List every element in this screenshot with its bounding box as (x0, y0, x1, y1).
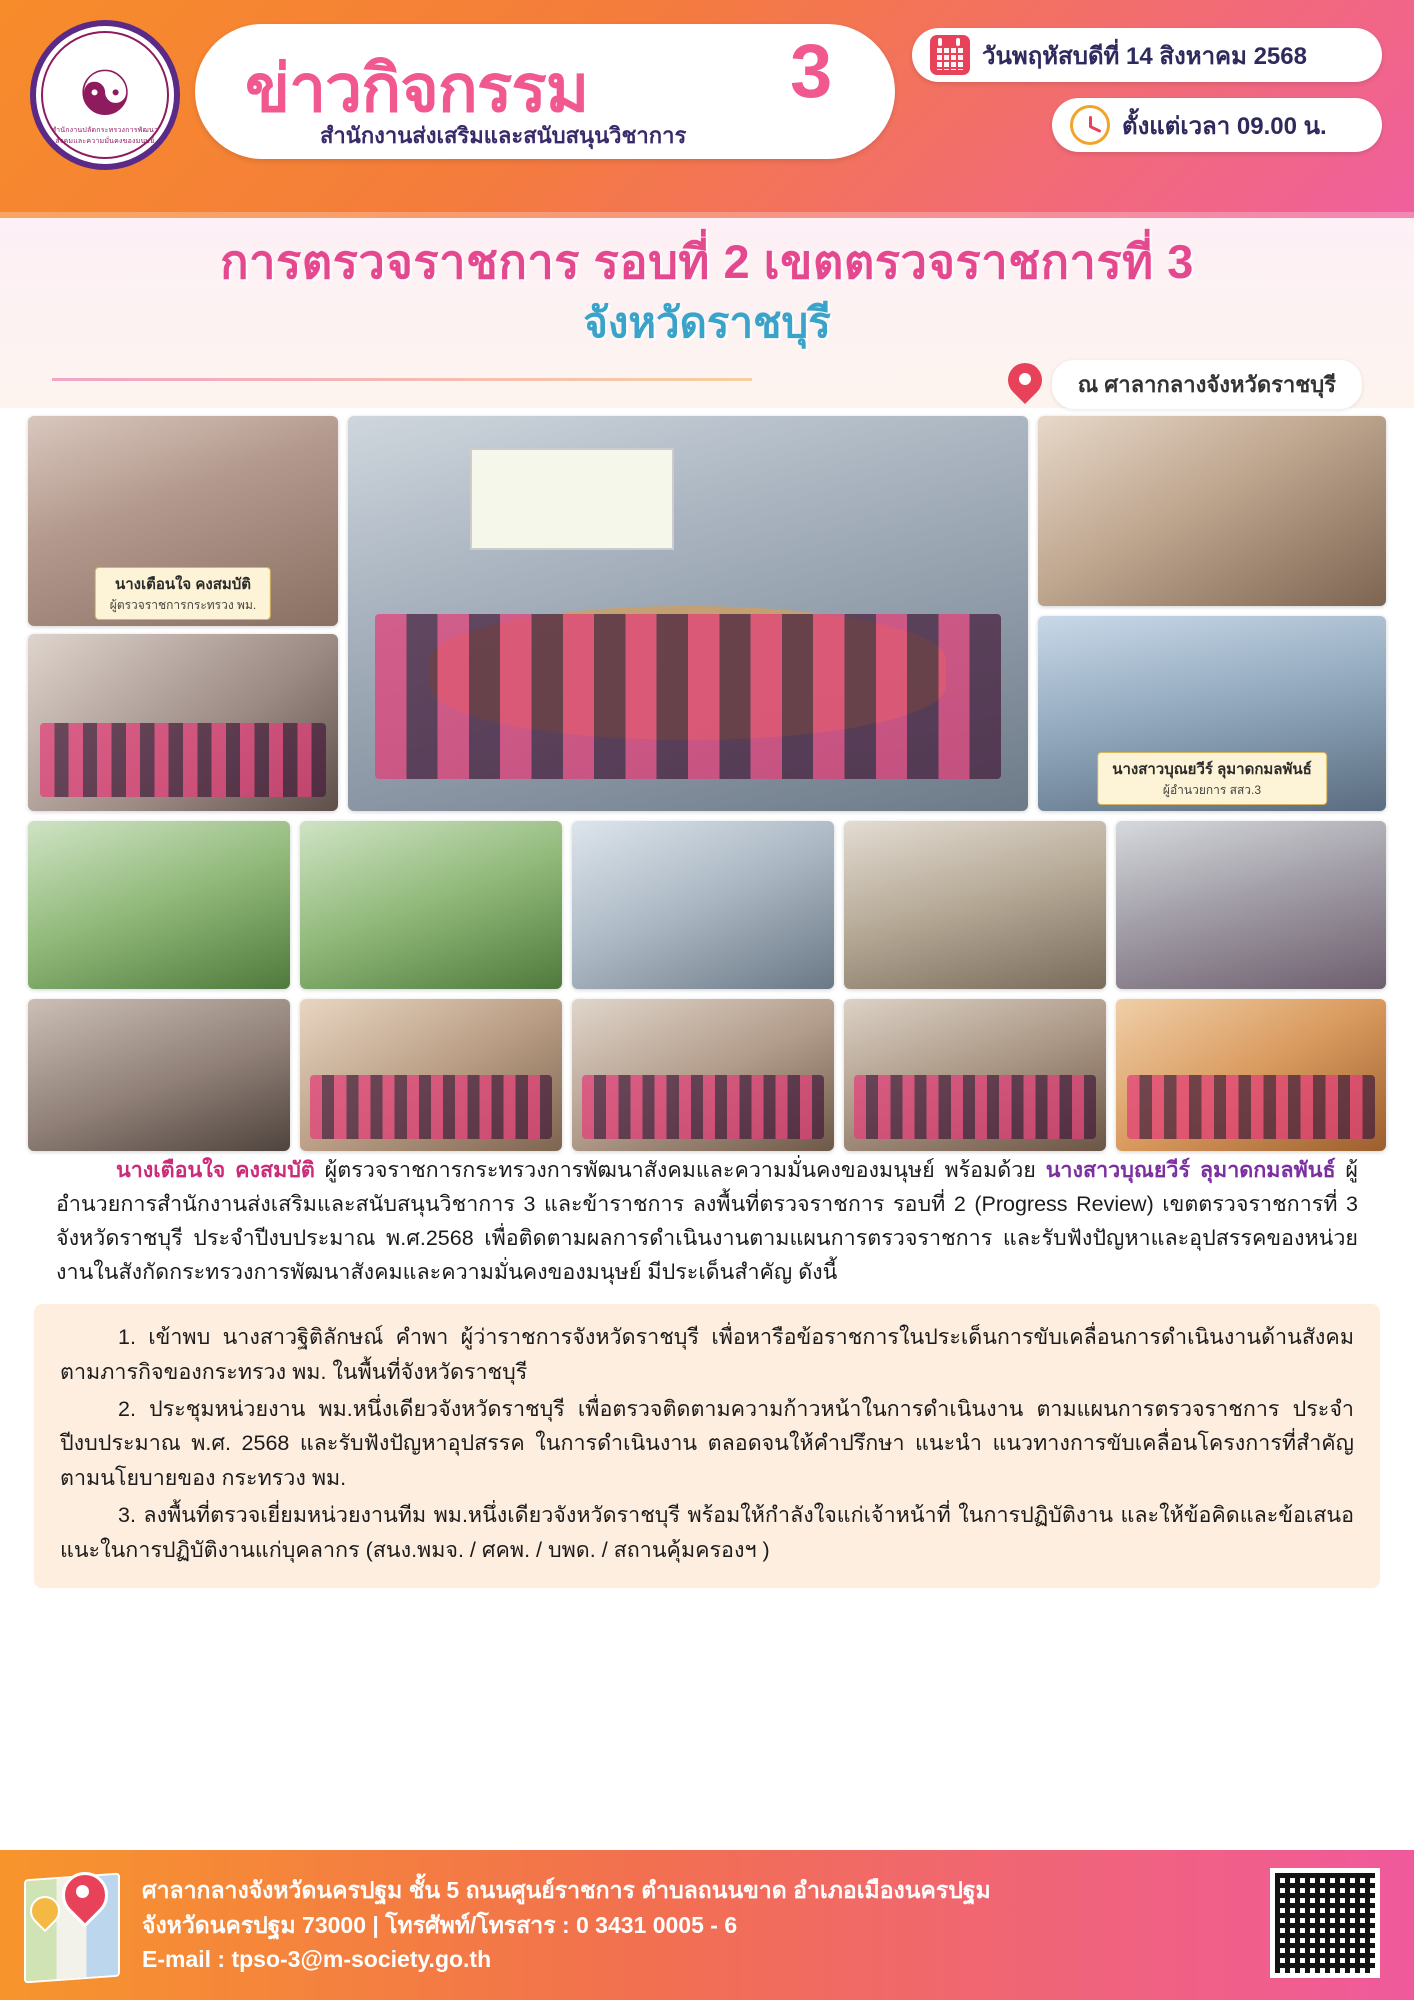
banner-province: จังหวัดราชบุรี (583, 299, 831, 346)
photo-group-outside (300, 999, 562, 1151)
page-header (0, 0, 1414, 218)
page-title: ข่าวกิจกรรม (245, 51, 589, 125)
date-badge (912, 28, 1382, 82)
photo-childcare-room (844, 821, 1106, 989)
banner-headline: การตรวจราชการ รอบที่ 2 เขตตรวจราชการที่ 3 (220, 235, 1194, 288)
photo-portrait-inspector (28, 416, 338, 626)
emblem-icon: ☯ (77, 60, 133, 129)
photo-group-greeting (28, 634, 338, 811)
namecard-director-name: นางสาวบุณยวีร์ ลุมาดกมลพันธ์ (1112, 761, 1312, 778)
calendar-icon (930, 35, 970, 75)
event-banner (0, 218, 1414, 408)
photo-group-photo-b (844, 999, 1106, 1151)
map-pin-secondary-icon (30, 1896, 56, 1930)
attendees-6 (1127, 1075, 1375, 1139)
photo-meeting-room-wide (348, 416, 1028, 811)
person-name-inspector: นางเตือนใจ คงสมบัติ (116, 1158, 315, 1182)
body-text-rest: ผู้อำนวยการสำนักงานส่งเสริมและสนับสนุนวิชาการ 3 และข้าราชการ ลงพื้นที่ตรวจราชการ รอบที่ 2 (Progress Review) เขตตรวจราชการที่ 3 จังหวัดราชบุรี ประจำปีงบประมาณ พ.ศ.2568 เพื่อติดตามผลการดำเนินงานตามแผนการตรวจราชการ และรับฟังปัญหาและอุปสรรคของหน่วยงานในสังกัดกระทรวงการพัฒนาสังคมและความมั่นคงของมนุษย์ มีประเด็นสำคัญ ดังนี้ (56, 1158, 1358, 1284)
footer-email-line: E-mail : tpso-3@m-society.go.th (142, 1946, 492, 1973)
time-text: ตั้งแต่เวลา 09.00 น. (1122, 112, 1327, 140)
venue-row (1008, 360, 1362, 409)
attendees-3 (310, 1075, 551, 1139)
location-pin-icon (1008, 363, 1042, 407)
namecard-director-role: ผู้อำนวยการ สสว.3 (1162, 783, 1262, 797)
map-pin-primary-icon (62, 1872, 102, 1924)
footer-address-line1: ศาลากลางจังหวัดนครปฐม ชั้น 5 ถนนศูนย์ราชการ ตำบลถนนขาด อำเภอเมืองนครปฐม (142, 1877, 991, 1904)
projector-screen (470, 448, 674, 551)
banner-divider (52, 378, 752, 381)
logo-inner (45, 35, 165, 155)
photo-farm-visit (300, 821, 562, 989)
note-item-3 (60, 1498, 1354, 1568)
attendees-5 (854, 1075, 1095, 1139)
page-footer (0, 1850, 1414, 2000)
footer-address-line2: จังหวัดนครปฐม 73000 | โทรศัพท์/โทรสาร : 0 3431 0005 - 6 (142, 1911, 738, 1938)
date-text: วันพฤหัสบดีที่ 14 สิงหาคม 2568 (982, 42, 1307, 70)
photo-portrait-director (1038, 616, 1386, 811)
photo-computer-room (572, 821, 834, 989)
title-subtitle: สำนักงานส่งเสริมและสนับสนุนวิชาการ (320, 123, 687, 148)
clock-icon (1070, 105, 1110, 145)
ministry-logo (30, 20, 180, 170)
qr-code-pattern (1275, 1873, 1375, 1973)
photo-conference-hall (1116, 821, 1386, 989)
person-name-director: นางสาวบุณยวีร์ ลุมาดกมลพันธ์ (1045, 1158, 1336, 1182)
photo-officials-portrait (28, 999, 290, 1151)
photo-small-meeting (28, 821, 290, 989)
highlight-notes (34, 1304, 1380, 1588)
namecard-inspector (95, 567, 271, 620)
attendees-2 (40, 723, 325, 797)
note-text-2: 2. ประชุมหน่วยงาน พม.หนึ่งเดียวจังหวัดราชบุรี เพื่อตรวจติดตามความก้าวหน้าในการดำเนินงาน ตามแผนการตรวจราชการ ประจำปีงบประมาณ พ.ศ. 2568 และรับฟังปัญหาอุปสรรค ในการดำเนินงาน ตลอดจนให้คำปรึกษา แนะนำ แนวทางการขับเคลื่อนโครงการที่สำคัญตามนโยบายของ กระทรวง พม. (60, 1396, 1354, 1491)
map-pin-icon (24, 1870, 120, 1980)
note-text-1: 1. เข้าพบ นางสาวฐิติลักษณ์ คำพา ผู้ว่าราชการจังหวัดราชบุรี เพื่อหารือข้อราชการในประเด็นการขับเคลื่อนการดำเนินงานด้านสังคมตามภารกิจของกระทรวง พม. ในพื้นที่จังหวัดราชบุรี (60, 1324, 1354, 1384)
photo-gallery (0, 408, 1414, 1148)
body-text-mid: ผู้ตรวจราชการกระทรวงการพัฒนาสังคมและความมั่นคงของมนุษย์ พร้อมด้วย (314, 1158, 1046, 1182)
note-text-3: 3. ลงพื้นที่ตรวจเยี่ยมหน่วยงานทีม พม.หนึ่งเดียวจังหวัดราชบุรี พร้อมให้กำลังใจแก่เจ้าหน้าที่ ในการปฏิบัติงาน และให้ข้อคิดและข้อเสนอแนะในการปฏิบัติงานแก่บุคลากร (สนง.พมจ. / ศคพ. / บพด. / สถานคุ้มครองฯ ) (60, 1503, 1354, 1562)
time-badge (1052, 98, 1382, 152)
photo-discussion-table (1038, 416, 1386, 606)
logo-caption: สำนักงานปลัดกระทรวงการพัฒนาสังคมและความมั่นคงของมนุษย์ (51, 127, 159, 145)
footer-contact (142, 1873, 991, 1977)
article-body (0, 1148, 1414, 1290)
attendees (375, 614, 1001, 780)
note-item-2 (60, 1392, 1354, 1496)
qr-code-icon (1270, 1868, 1380, 1978)
venue-text: ณ ศาลากลางจังหวัดราชบุรี (1052, 360, 1362, 409)
title-number: 3 (790, 29, 833, 114)
note-item-1 (60, 1320, 1354, 1390)
namecard-inspector-role: ผู้ตรวจราชการกระทรวง พม. (109, 598, 257, 612)
namecard-inspector-name: นางเตือนใจ คงสมบัติ (114, 576, 252, 593)
namecard-director (1097, 752, 1327, 805)
photo-group-photo-a (572, 999, 834, 1151)
attendees-4 (582, 1075, 823, 1139)
photo-group-photo-c (1116, 999, 1386, 1151)
